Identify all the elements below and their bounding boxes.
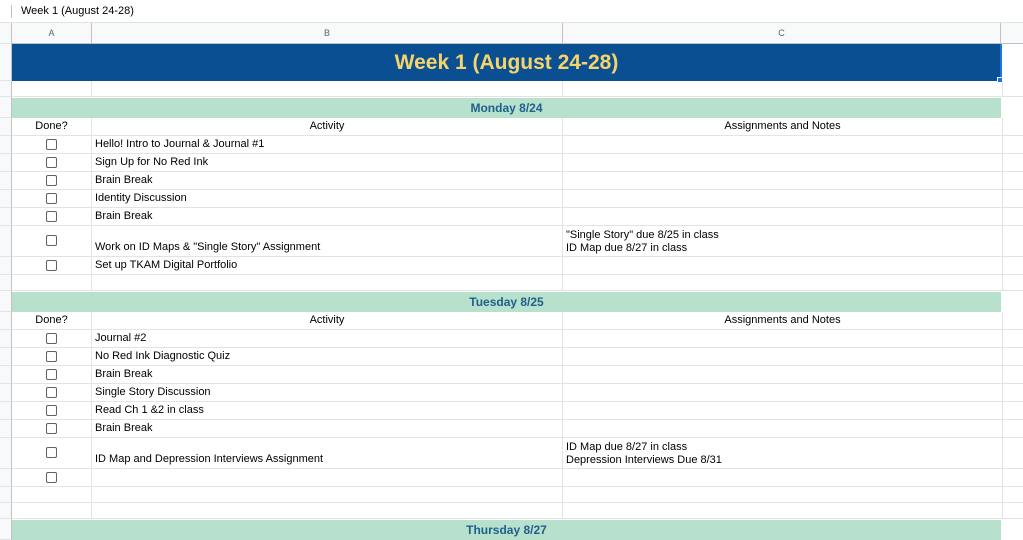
done-cell[interactable] [12,226,92,256]
activity-cell[interactable]: Identity Discussion [92,190,563,207]
notes-cell[interactable] [563,226,1003,256]
done-column-header: Done? [12,312,92,329]
table-row [12,208,1023,226]
table-row [12,136,1023,154]
activity-column-header: Activity [92,118,563,135]
note-line: ID Map due 8/27 in class [566,441,688,453]
row-number[interactable] [0,208,12,226]
row-number[interactable] [0,154,12,172]
row-number[interactable] [0,503,12,519]
done-checkbox[interactable] [46,405,57,416]
column-header-c[interactable]: C [563,23,1001,43]
cell[interactable] [12,81,92,96]
cell[interactable] [563,81,1003,96]
notes-cell[interactable] [563,257,1003,274]
formula-bar[interactable] [0,0,1023,23]
done-checkbox[interactable] [46,260,57,271]
cell[interactable] [92,81,563,96]
activity-cell[interactable]: Brain Break [92,208,563,225]
done-checkbox[interactable] [46,369,57,380]
done-cell[interactable] [12,469,92,486]
row-number[interactable] [0,420,12,438]
cell[interactable] [92,503,563,518]
table-row [12,330,1023,348]
done-checkbox[interactable] [46,351,57,362]
week-title-band[interactable] [12,44,1001,81]
notes-cell[interactable] [563,330,1003,347]
notes-cell[interactable] [563,172,1003,189]
cell[interactable] [563,275,1003,290]
notes-column-header: Assignments and Notes [563,118,1003,135]
table-row [12,190,1023,208]
done-column-header: Done? [12,118,92,135]
done-checkbox[interactable] [46,235,57,246]
row-number[interactable] [0,384,12,402]
empty-row [12,275,1023,291]
table-header-row [12,118,1023,136]
row-number[interactable] [0,172,12,190]
activity-cell[interactable]: Journal #2 [92,330,563,347]
table-row [12,172,1023,190]
done-checkbox[interactable] [46,139,57,150]
day-header-band[interactable] [12,292,1001,312]
formula-bar-value[interactable]: Week 1 (August 24-28) [21,5,134,17]
row-number[interactable] [0,330,12,348]
done-cell[interactable] [12,257,92,274]
activity-cell[interactable]: ID Map and Depression Interviews Assignment [92,438,563,468]
done-cell[interactable] [12,366,92,383]
notes-cell[interactable] [563,438,1003,468]
note-line: "Single Story" due 8/25 in class [566,229,719,241]
row-number[interactable] [0,438,12,469]
column-header-bar [0,23,1023,44]
notes-cell[interactable] [563,208,1003,225]
done-cell[interactable] [12,402,92,419]
note-line: ID Map due 8/27 in class [566,242,688,254]
done-cell[interactable] [12,154,92,171]
table-row [12,438,1023,469]
done-checkbox[interactable] [46,387,57,398]
done-cell[interactable] [12,438,92,468]
done-checkbox[interactable] [46,193,57,204]
done-checkbox[interactable] [46,472,57,483]
column-header-b[interactable]: B [92,23,563,43]
row-number[interactable] [0,257,12,275]
day-label: Monday 8/24 [470,101,543,115]
table-header-row [12,312,1023,330]
done-cell[interactable] [12,136,92,153]
done-checkbox[interactable] [46,211,57,222]
activity-cell[interactable]: Single Story Discussion [92,384,563,401]
row-number[interactable] [0,291,12,312]
table-row [12,348,1023,366]
done-checkbox[interactable] [46,333,57,344]
cell[interactable] [563,487,1003,502]
activity-cell[interactable] [92,469,563,486]
activity-cell[interactable]: Brain Break [92,172,563,189]
activity-cell[interactable]: Brain Break [92,420,563,437]
row-number[interactable] [0,487,12,503]
activity-cell[interactable]: Hello! Intro to Journal & Journal #1 [92,136,563,153]
notes-cell[interactable] [563,136,1003,153]
activity-cell[interactable]: Brain Break [92,366,563,383]
row-number[interactable] [0,312,12,330]
table-row [12,366,1023,384]
cell[interactable] [563,503,1003,518]
activity-column-header: Activity [92,312,563,329]
done-cell[interactable] [12,348,92,365]
row-number[interactable] [0,81,12,97]
done-cell[interactable] [12,190,92,207]
notes-cell[interactable] [563,384,1003,401]
row-number[interactable] [0,190,12,208]
empty-row [12,503,1023,519]
cell[interactable] [12,275,92,290]
done-checkbox[interactable] [46,447,57,458]
day-header-band[interactable] [12,98,1001,118]
cell[interactable] [92,275,563,290]
done-checkbox[interactable] [46,157,57,168]
notes-cell[interactable] [563,469,1003,486]
day-label: Tuesday 8/25 [469,295,544,309]
row-number[interactable] [0,469,12,487]
row-number[interactable] [0,348,12,366]
table-row [12,154,1023,172]
notes-cell[interactable] [563,154,1003,171]
done-cell[interactable] [12,208,92,225]
notes-cell[interactable] [563,420,1003,437]
notes-cell[interactable] [563,366,1003,383]
week-title: Week 1 (August 24-28) [394,51,619,74]
notes-cell[interactable] [563,190,1003,207]
done-checkbox[interactable] [46,423,57,434]
done-cell[interactable] [12,420,92,437]
empty-row [12,487,1023,503]
table-row [12,384,1023,402]
row-number[interactable] [0,275,12,291]
column-header-a[interactable]: A [12,23,92,43]
row-number[interactable] [0,402,12,420]
table-row [12,257,1023,275]
activity-cell[interactable]: Sign Up for No Red Ink [92,154,563,171]
done-checkbox[interactable] [46,175,57,186]
done-cell[interactable] [12,384,92,401]
formula-bar-divider [11,5,12,18]
row-number[interactable] [0,118,12,136]
done-cell[interactable] [12,172,92,189]
row-number[interactable] [0,136,12,154]
table-row [12,420,1023,438]
table-row [12,226,1023,257]
table-row [12,402,1023,420]
activity-cell[interactable]: Set up TKAM Digital Portfolio [92,257,563,274]
empty-row [12,81,1023,97]
row-number[interactable] [0,23,12,44]
note-line: Depression Interviews Due 8/31 [566,454,722,466]
notes-cell[interactable] [563,402,1003,419]
row-number[interactable] [0,97,12,118]
row-number[interactable] [0,519,12,540]
day-label: Thursday 8/27 [466,523,547,537]
row-number[interactable] [0,226,12,257]
cell[interactable] [12,487,92,502]
table-row [12,469,1023,487]
cell[interactable] [92,487,563,502]
notes-column-header: Assignments and Notes [563,312,1003,329]
cell[interactable] [12,503,92,518]
activity-cell[interactable]: Read Ch 1 &2 in class [92,402,563,419]
activity-cell[interactable]: No Red Ink Diagnostic Quiz [92,348,563,365]
done-cell[interactable] [12,330,92,347]
day-header-band[interactable] [12,520,1001,540]
row-number[interactable] [0,366,12,384]
row-number[interactable] [0,44,12,81]
notes-cell[interactable] [563,348,1003,365]
activity-cell[interactable]: Work on ID Maps & "Single Story" Assignment [92,226,563,256]
